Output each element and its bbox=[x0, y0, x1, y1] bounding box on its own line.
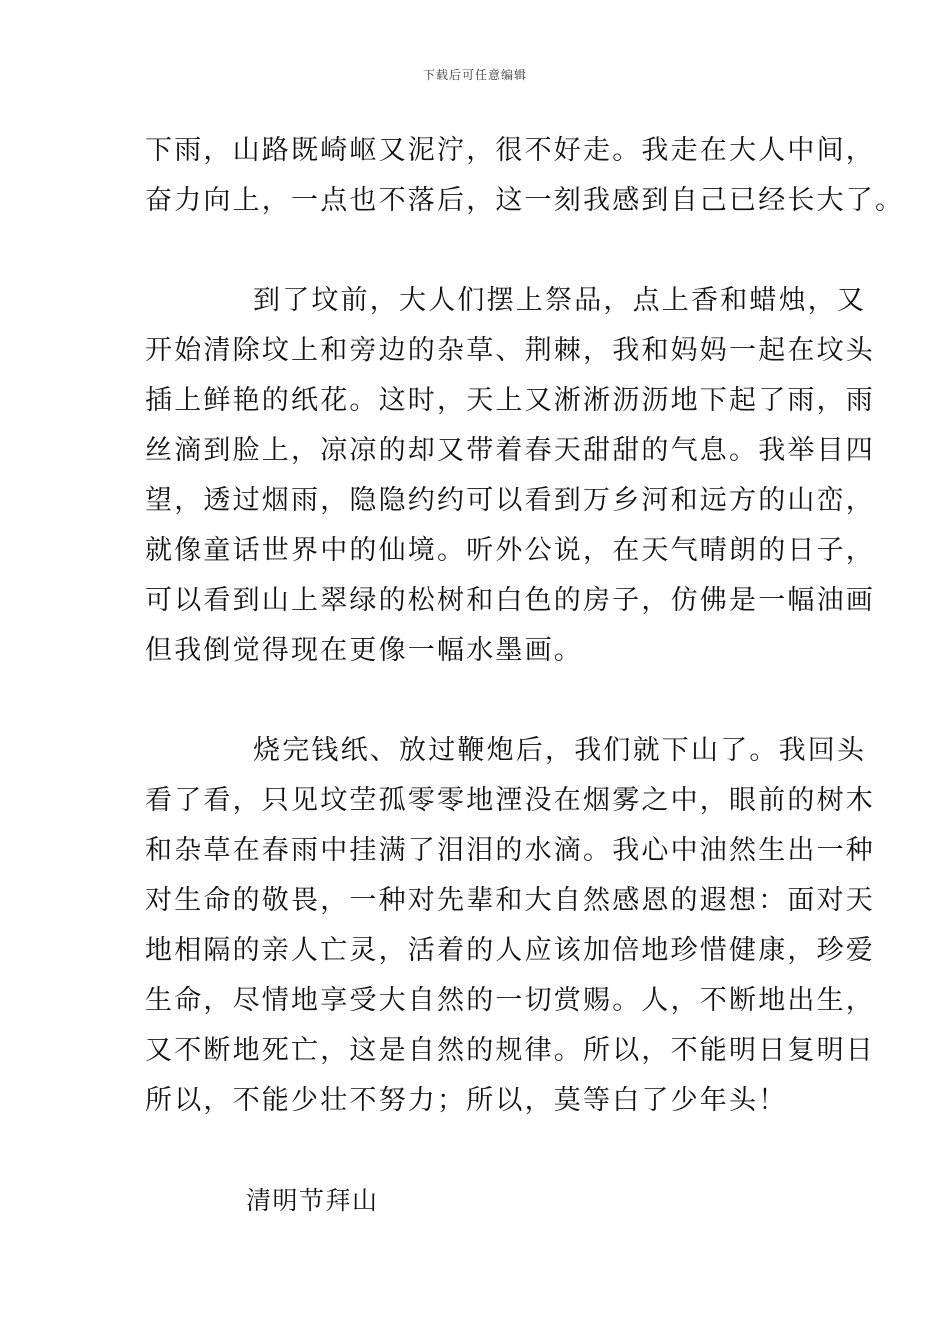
paragraph-1 bbox=[145, 126, 905, 226]
paragraph-line: 烧完钱纸、放过鞭炮后，我们就下山了。我回头 bbox=[253, 735, 867, 766]
paragraph-line: 下雨，山路既崎岖又泥泞，很不好走。我走在大人中间， bbox=[145, 135, 875, 166]
paragraph-line: 生命，尽情地享受大自然的一切赏赐。人，不断地出生， bbox=[145, 985, 875, 1016]
paragraph-line: 对生命的敬畏，一种对先辈和大自然感恩的遐想：面对天 bbox=[145, 885, 875, 916]
paragraph-gap bbox=[145, 676, 813, 726]
paragraph-gap bbox=[145, 1126, 813, 1176]
paragraph-line: 地相隔的亲人亡灵，活着的人应该加倍地珍惜健康，珍爱 bbox=[145, 935, 875, 966]
paragraph-line: 又不断地死亡，这是自然的规律。所以，不能明日复明日 bbox=[145, 1035, 875, 1066]
paragraph-line: 看了看，只见坟茔孤零零地湮没在烟雾之中，眼前的树木 bbox=[145, 785, 875, 816]
paragraph-gap bbox=[145, 226, 813, 276]
section-title: 清明节拜山 bbox=[246, 1186, 379, 1215]
paragraph-line: 可以看到山上翠绿的松树和白色的房子，仿佛是一幅油画 bbox=[145, 585, 875, 616]
paragraph-2 bbox=[145, 276, 875, 676]
paragraph-line: 和杂草在春雨中挂满了泪泪的水滴。我心中油然生出一种 bbox=[145, 835, 875, 866]
page-header-note: 下载后可任意编辑 bbox=[422, 68, 527, 82]
paragraph-line: 丝滴到脸上，凉凉的却又带着春天甜甜的气息。我举目四 bbox=[145, 435, 875, 466]
paragraph-line: 开始清除坟上和旁边的杂草、荆棘，我和妈妈一起在坟头 bbox=[145, 335, 875, 366]
paragraph-line: 就像童话世界中的仙境。听外公说，在天气晴朗的日子， bbox=[145, 535, 875, 566]
paragraph-line: 奋力向上，一点也不落后，这一刻我感到自己已经长大了。 bbox=[145, 185, 905, 216]
paragraph-line: 望，透过烟雨，隐隐约约可以看到万乡河和远方的山峦， bbox=[145, 485, 875, 516]
paragraph-line: 所以，不能少壮不努力；所以，莫等白了少年头！ bbox=[145, 1085, 788, 1116]
paragraph-line: 但我倒觉得现在更像一幅水墨画。 bbox=[145, 635, 583, 666]
paragraph-3 bbox=[145, 726, 875, 1126]
paragraph-line: 插上鲜艳的纸花。这时，天上又淅淅沥沥地下起了雨，雨 bbox=[145, 385, 875, 416]
paragraph-line: 到了坟前，大人们摆上祭品，点上香和蜡烛，又 bbox=[253, 285, 867, 316]
page-body bbox=[145, 126, 905, 1226]
